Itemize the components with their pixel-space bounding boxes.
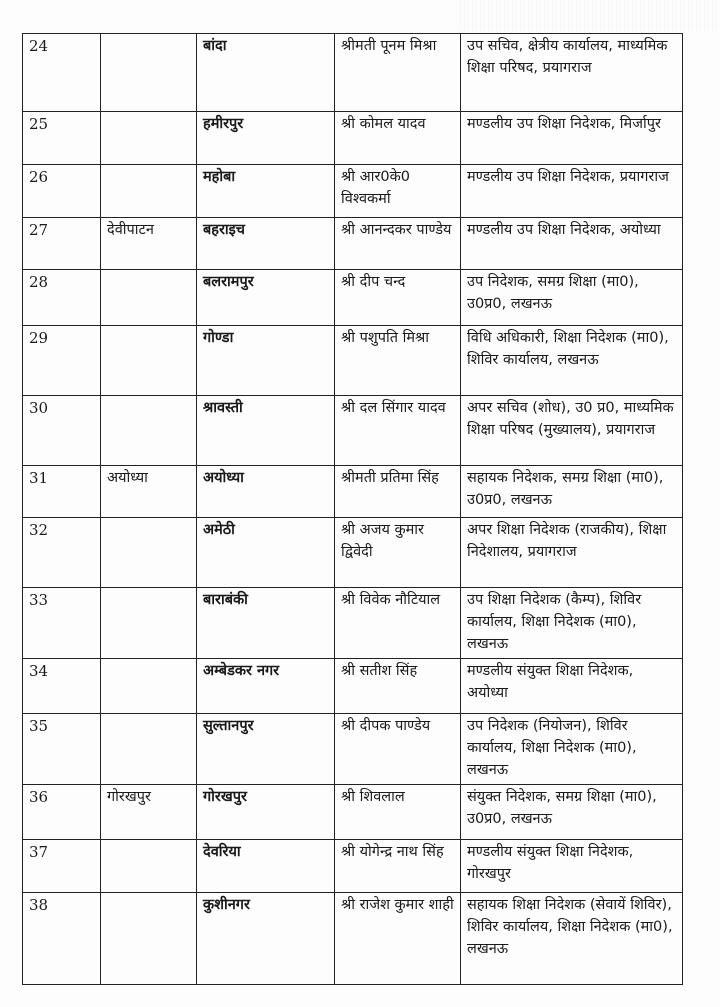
serial-number: 33 (23, 588, 101, 659)
district-name: बांदा (197, 34, 335, 112)
table-row (23, 518, 683, 588)
division-name (101, 588, 197, 659)
table-row (23, 34, 683, 112)
division-name (101, 326, 197, 396)
district-name: गोरखपुर (197, 785, 335, 840)
officer-post: मण्डलीय उप शिक्षा निदेशक, अयोध्या (461, 218, 683, 270)
serial-number: 28 (23, 270, 101, 326)
officer-post: अपर शिक्षा निदेशक (राजकीय), शिक्षा निदेशालय, प्रयागराज (461, 518, 683, 588)
serial-number: 24 (23, 34, 101, 112)
serial-number: 30 (23, 396, 101, 466)
serial-number: 37 (23, 840, 101, 893)
district-name: अयोध्या (197, 466, 335, 518)
officer-name: श्री दीपक पाण्डेय (335, 714, 461, 785)
table-row (23, 396, 683, 466)
district-name: हमीरपुर (197, 112, 335, 165)
officer-post: मण्डलीय उप शिक्षा निदेशक, मिर्जापुर (461, 112, 683, 165)
table-row (23, 659, 683, 714)
district-name: देवरिया (197, 840, 335, 893)
officer-post: मण्डलीय उप शिक्षा निदेशक, प्रयागराज (461, 165, 683, 218)
table-row (23, 840, 683, 893)
table-row (23, 270, 683, 326)
officer-post: उप निदेशक, समग्र शिक्षा (मा0), उ0प्र0, लखनऊ (461, 270, 683, 326)
serial-number: 36 (23, 785, 101, 840)
division-name (101, 112, 197, 165)
district-name: गोण्डा (197, 326, 335, 396)
officer-post: विधि अधिकारी, शिक्षा निदेशक (मा0), शिविर कार्यालय, लखनऊ (461, 326, 683, 396)
division-name (101, 34, 197, 112)
serial-number: 32 (23, 518, 101, 588)
serial-number: 34 (23, 659, 101, 714)
officer-name: श्रीमती पूनम मिश्रा (335, 34, 461, 112)
division-name (101, 840, 197, 893)
table-row (23, 785, 683, 840)
district-name: बाराबंकी (197, 588, 335, 659)
officer-name: श्री आनन्दकर पाण्डेय (335, 218, 461, 270)
officer-post: उप निदेशक (नियोजन), शिविर कार्यालय, शिक्षा निदेशक (मा0), लखनऊ (461, 714, 683, 785)
serial-number: 25 (23, 112, 101, 165)
serial-number: 38 (23, 893, 101, 985)
division-name: देवीपाटन (101, 218, 197, 270)
officer-post: उप सचिव, क्षेत्रीय कार्यालय, माध्यमिक शिक्षा परिषद, प्रयागराज (461, 34, 683, 112)
officer-post: सहायक निदेशक, समग्र शिक्षा (मा0), उ0प्र0, लखनऊ (461, 466, 683, 518)
serial-number: 35 (23, 714, 101, 785)
district-name: कुशीनगर (197, 893, 335, 985)
officer-name: श्री शिवलाल (335, 785, 461, 840)
officer-post: मण्डलीय संयुक्त शिक्षा निदेशक, अयोध्या (461, 659, 683, 714)
serial-number: 27 (23, 218, 101, 270)
officer-name: श्री अजय कुमार द्विवेदी (335, 518, 461, 588)
division-name (101, 396, 197, 466)
officer-assignment-table (22, 33, 683, 985)
division-name (101, 270, 197, 326)
serial-number: 31 (23, 466, 101, 518)
table-row (23, 218, 683, 270)
table-row (23, 165, 683, 218)
district-name: सुल्तानपुर (197, 714, 335, 785)
serial-number: 29 (23, 326, 101, 396)
officer-name: श्री सतीश सिंह (335, 659, 461, 714)
table-row (23, 466, 683, 518)
district-name: बलरामपुर (197, 270, 335, 326)
division-name (101, 714, 197, 785)
table-row (23, 588, 683, 659)
officer-post: अपर सचिव (शोध), उ0 प्र0, माध्यमिक शिक्षा परिषद (मुख्यालय), प्रयागराज (461, 396, 683, 466)
scan-artifact (460, 0, 720, 30)
officer-name: श्री आर0के0 विश्वकर्मा (335, 165, 461, 218)
division-name (101, 893, 197, 985)
table-row (23, 893, 683, 985)
officer-post: मण्डलीय संयुक्त शिक्षा निदेशक, गोरखपुर (461, 840, 683, 893)
officer-name: श्रीमती प्रतिमा सिंह (335, 466, 461, 518)
district-name: अमेठी (197, 518, 335, 588)
officer-name: श्री कोमल यादव (335, 112, 461, 165)
district-name: अम्बेडकर नगर (197, 659, 335, 714)
officer-name: श्री योगेन्द्र नाथ सिंह (335, 840, 461, 893)
division-name (101, 659, 197, 714)
officer-post: उप शिक्षा निदेशक (कैम्प), शिविर कार्यालय, शिक्षा निदेशक (मा0), लखनऊ (461, 588, 683, 659)
table-row (23, 714, 683, 785)
district-name: श्रावस्ती (197, 396, 335, 466)
officer-post: सहायक शिक्षा निदेशक (सेवायें शिविर), शिविर कार्यालय, शिक्षा निदेशक (मा0), लखनऊ (461, 893, 683, 985)
division-name: गोरखपुर (101, 785, 197, 840)
district-name: महोबा (197, 165, 335, 218)
division-name: अयोध्या (101, 466, 197, 518)
officer-name: श्री राजेश कुमार शाही (335, 893, 461, 985)
officer-name: श्री दल सिंगार यादव (335, 396, 461, 466)
officer-name: श्री विवेक नौटियाल (335, 588, 461, 659)
serial-number: 26 (23, 165, 101, 218)
district-name: बहराइच (197, 218, 335, 270)
officer-name: श्री पशुपति मिश्रा (335, 326, 461, 396)
division-name (101, 165, 197, 218)
table-row (23, 112, 683, 165)
division-name (101, 518, 197, 588)
officer-name: श्री दीप चन्द (335, 270, 461, 326)
table-row (23, 326, 683, 396)
officer-post: संयुक्त निदेशक, समग्र शिक्षा (मा0), उ0प्र0, लखनऊ (461, 785, 683, 840)
